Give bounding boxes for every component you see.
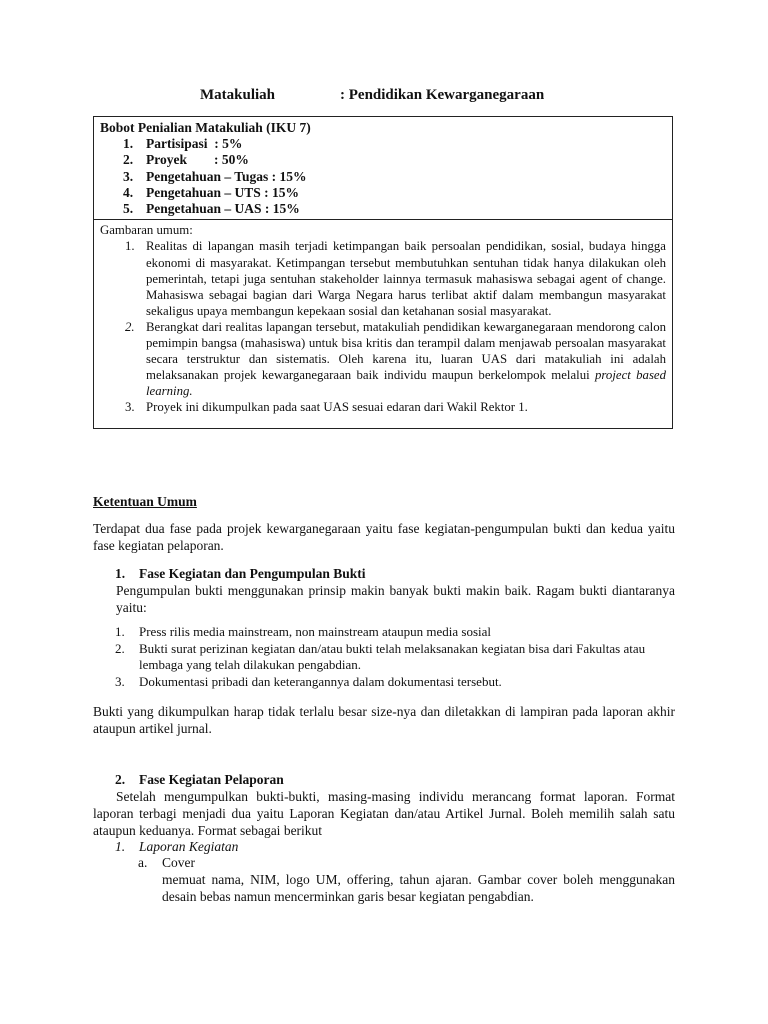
evidence-item <box>93 674 675 691</box>
evidence-note: Bukti yang dikumpulkan harap tidak terlalu besar size-nya dan diletakkan di lampiran pada laporan akhir ataupun artikel jurnal. <box>93 704 675 736</box>
weight-num: 2. <box>123 152 134 168</box>
phase-2-heading <box>93 772 675 788</box>
phase-1-desc: Pengumpulan bukti menggunakan prinsip makin banyak bukti makin baik. Ragam bukti diantaranya yaitu: <box>116 583 675 615</box>
weight-text: Pengetahuan – Tugas : 15% <box>146 168 307 184</box>
point-text: Berangkat dari realitas lapangan tersebut, matakuliah pendidikan kewarganegaraan mendorong calon pemimpin bangsa (mahasiswa) untuk bisa kritis dan terampil dalam menjawab persoalan masyarakat secara terstruktur dan sistematis. Oleh karena itu, luaran UAS dari matakuliah ini adalah melaksanakan projek kewarganegaraan baik individu maupun berkelompok melalui <box>146 319 666 383</box>
assessment-box <box>93 116 673 429</box>
phase-title: Fase Kegiatan Pelaporan <box>139 772 284 787</box>
weight-text: Proyek : 50% <box>146 152 249 168</box>
weight-item <box>100 169 666 185</box>
evidence-item <box>93 624 675 641</box>
point-text: Realitas di lapangan masih terjadi ketimpangan baik persoalan pendidikan, sosial, budaya hingga ekonomi di masyarakat. Ketimpangan tersebut membutuhkan sentuhan tidak hanya dilakukan oleh pemerintah, tetapi juga sentuhan stakeholder lainnya termasuk mahasiswa sebagai agent of change. Mahasiswa sebagai bagian dari Warga Negara harus terlibat aktif dalam membangun masyarakat sekaligus upaya membangun kepekaan sosial dan ketahanan sosial masyarakat. <box>146 239 666 318</box>
phase-title: Fase Kegiatan dan Pengumpulan Bukti <box>139 566 366 581</box>
point-italic-text: project based learning. <box>146 368 667 399</box>
phase-1-section <box>93 566 675 690</box>
overview-list <box>100 238 666 415</box>
cover-title: Cover <box>162 855 195 870</box>
overview-label: Gambaran umum: <box>100 223 193 238</box>
weight-item <box>100 136 666 152</box>
weight-num: 1. <box>123 136 134 151</box>
report-format-item <box>93 839 675 855</box>
weights-section <box>94 117 672 220</box>
evidence-text: Dokumentasi pribadi dan keterangannya dalam dokumentasi tersebut. <box>139 673 502 689</box>
evidence-text: Press rilis media mainstream, non mainstream ataupun media sosial <box>139 624 492 639</box>
phase-2-desc-text: Setelah mengumpulkan bukti-bukti, masing-masing individu merancang format laporan. Format laporan terbagi menjadi dua yaitu Laporan Kegiatan dan/atau Artikel Jurnal. Boleh memilih salah satu ataupun keduanya. Format sebagai berikut <box>93 789 675 838</box>
point-num: 2. <box>125 319 135 334</box>
course-title <box>200 87 544 104</box>
evidence-item <box>93 641 675 674</box>
evidence-num: 2. <box>115 640 125 656</box>
course-label: Matakuliah <box>200 87 276 103</box>
weight-num: 4. <box>123 184 134 200</box>
overview-section <box>94 220 672 427</box>
report-title: Laporan Kegiatan <box>139 839 239 854</box>
overview-point <box>100 319 666 399</box>
evidence-text: Bukti surat perizinan kegiatan dan/atau bukti telah melaksanakan kegiatan bisa dari Fakultas atau lembaga yang telah dilakukan pengabdian. <box>139 640 646 672</box>
phase-num: 2. <box>115 772 126 787</box>
phase-1-heading <box>93 566 675 582</box>
cover-heading <box>93 855 675 871</box>
phase-num: 1. <box>115 566 126 581</box>
point-text: Proyek ini dikumpulkan pada saat UAS sesuai edaran dari Wakil Rektor 1. <box>146 400 528 415</box>
evidence-num: 3. <box>115 673 125 689</box>
cover-num: a. <box>138 855 148 870</box>
general-intro: Terdapat dua fase pada projek kewarganegaraan yaitu fase kegiatan-pengumpulan bukti dan kedua yaitu fase kegiatan pelaporan. <box>93 521 675 553</box>
report-num: 1. <box>115 839 126 854</box>
report-format-list <box>93 839 675 855</box>
overview-point <box>100 399 666 415</box>
point-num: 3. <box>125 400 135 415</box>
point-num: 1. <box>125 239 135 254</box>
weight-num: 5. <box>123 201 134 217</box>
weight-item <box>100 201 666 217</box>
weight-num: 3. <box>123 168 134 184</box>
phase-2-desc <box>93 788 675 839</box>
phase-2-section <box>93 772 675 905</box>
weights-heading: Bobot Penialian Matakuliah (IKU 7) <box>100 120 311 135</box>
weights-list <box>100 136 666 217</box>
evidence-num: 1. <box>115 624 125 639</box>
cover-text: memuat nama, NIM, logo UM, offering, tahun ajaran. Gambar cover boleh menggunakan desain bebas namun mencerminkan garis besar kegiatan pengabdian. <box>162 872 675 904</box>
weight-text: Pengetahuan – UTS : 15% <box>146 184 300 200</box>
general-heading: Ketentuan Umum <box>93 494 197 509</box>
weight-text: Partisipasi : 5% <box>146 136 243 151</box>
course-name: : Pendidikan Kewarganegaraan <box>340 87 545 103</box>
weight-text: Pengetahuan – UAS : 15% <box>146 201 300 217</box>
evidence-list <box>93 624 675 690</box>
weight-item <box>100 152 666 168</box>
weight-item <box>100 185 666 201</box>
overview-point <box>100 238 666 318</box>
